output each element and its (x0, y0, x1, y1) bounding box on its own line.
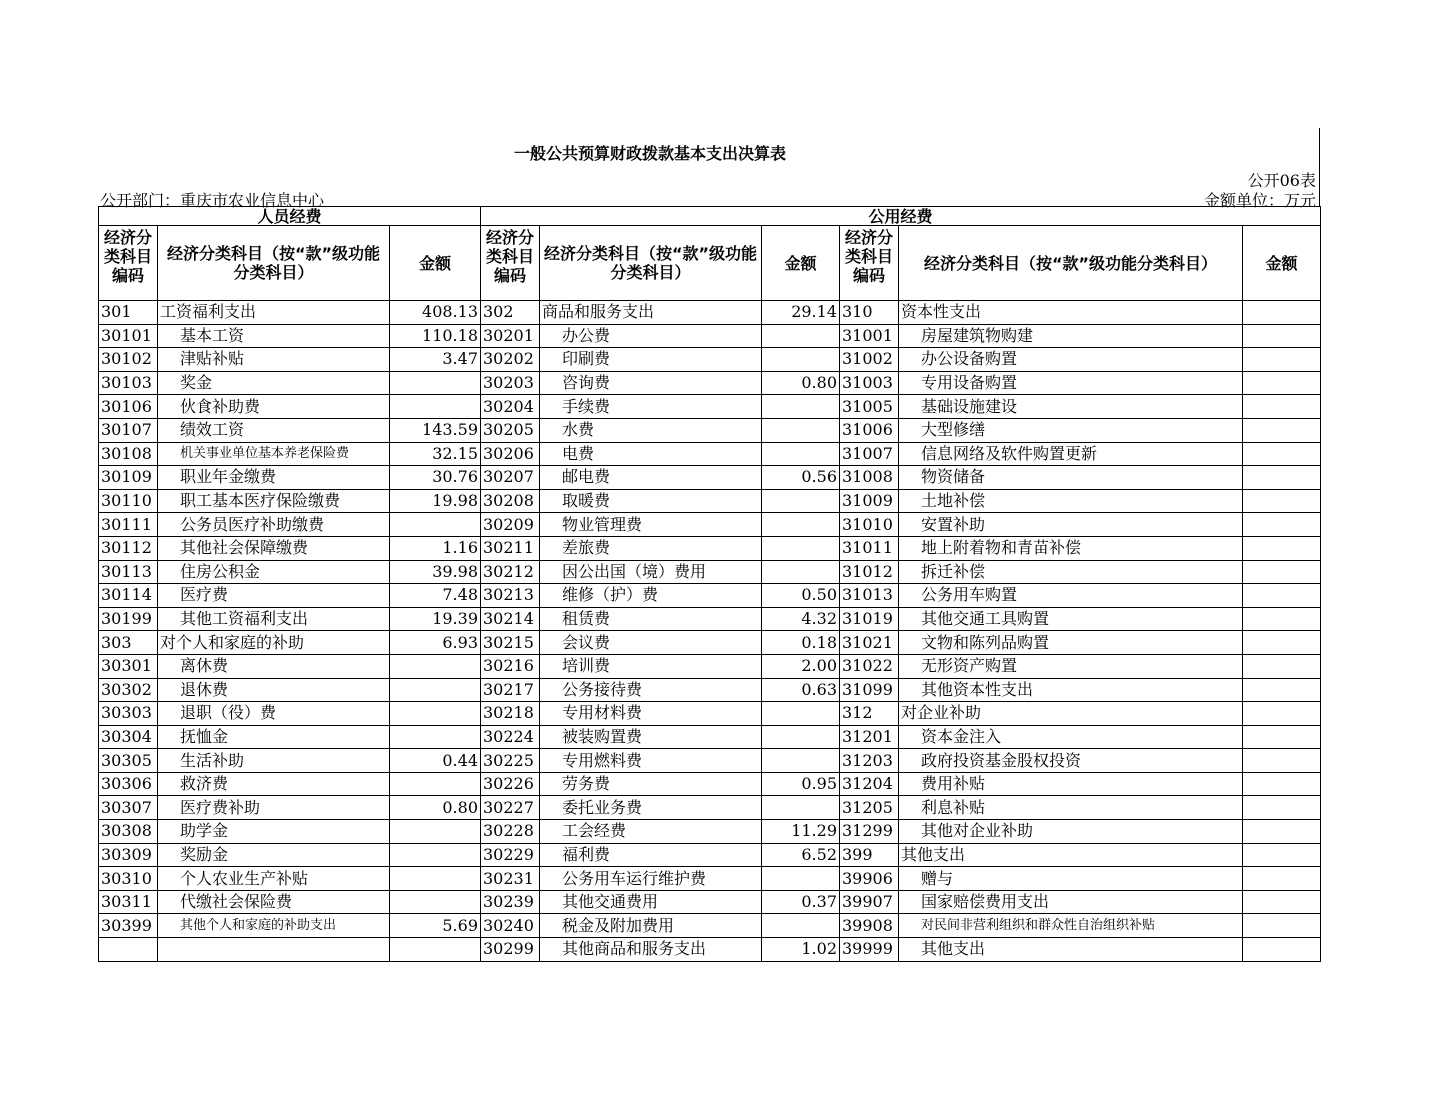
amount-cell: 0.44 (390, 749, 481, 773)
amount-cell (390, 395, 481, 419)
code-cell: 30108 (99, 442, 158, 466)
name-cell: 邮电费 (540, 466, 762, 490)
amount-cell (762, 489, 840, 513)
amount-cell (762, 749, 840, 773)
code-cell: 30208 (481, 489, 540, 513)
name-cell: 其他对企业补助 (899, 820, 1243, 844)
code-cell: 30240 (481, 914, 540, 938)
amount-cell: 32.15 (390, 442, 481, 466)
amount-cell: 2.00 (762, 654, 840, 678)
code-cell: 30112 (99, 536, 158, 560)
name-cell: 救济费 (158, 772, 390, 796)
code-cell: 30205 (481, 418, 540, 442)
section-public: 公用经费 (481, 207, 1321, 226)
name-cell: 文物和陈列品购置 (899, 631, 1243, 655)
code-cell: 30310 (99, 867, 158, 891)
table-row (99, 442, 1321, 466)
amount-cell (762, 324, 840, 348)
amount-cell (390, 702, 481, 726)
name-cell (158, 938, 390, 962)
code-cell: 30305 (99, 749, 158, 773)
code-cell: 30228 (481, 820, 540, 844)
code-cell: 30110 (99, 489, 158, 513)
code-cell: 31021 (840, 631, 899, 655)
code-cell: 30207 (481, 466, 540, 490)
code-cell: 30307 (99, 796, 158, 820)
amount-cell (1243, 820, 1321, 844)
code-cell: 30214 (481, 607, 540, 631)
name-cell: 其他商品和服务支出 (540, 938, 762, 962)
code-cell: 30109 (99, 466, 158, 490)
amount-cell (1243, 890, 1321, 914)
amount-cell (1243, 442, 1321, 466)
amount-cell (390, 867, 481, 891)
amount-cell (762, 867, 840, 891)
amount-cell (1243, 914, 1321, 938)
unit-label: 金额单位：万元 (1203, 191, 1316, 210)
header-code-3: 经济分类科目编码 (840, 226, 899, 301)
amount-cell: 6.93 (390, 631, 481, 655)
name-cell: 无形资产购置 (899, 654, 1243, 678)
name-cell: 其他社会保障缴费 (158, 536, 390, 560)
name-cell: 被装购置费 (540, 725, 762, 749)
name-cell: 利息补贴 (899, 796, 1243, 820)
amount-cell (1243, 560, 1321, 584)
code-cell: 303 (99, 631, 158, 655)
code-cell: 30211 (481, 536, 540, 560)
name-cell: 办公费 (540, 324, 762, 348)
name-cell: 其他支出 (899, 843, 1243, 867)
header-amount-2: 金额 (762, 226, 840, 301)
table-row (99, 584, 1321, 608)
code-cell: 39906 (840, 867, 899, 891)
margin-line (1319, 128, 1320, 206)
amount-cell: 143.59 (390, 418, 481, 442)
amount-cell: 0.95 (762, 772, 840, 796)
code-cell: 39907 (840, 890, 899, 914)
code-cell: 30203 (481, 371, 540, 395)
name-cell: 退休费 (158, 678, 390, 702)
code-cell: 312 (840, 702, 899, 726)
name-cell: 对个人和家庭的补助 (158, 631, 390, 655)
name-cell: 其他资本性支出 (899, 678, 1243, 702)
name-cell: 福利费 (540, 843, 762, 867)
name-cell: 职工基本医疗保险缴费 (158, 489, 390, 513)
code-cell: 31007 (840, 442, 899, 466)
name-cell: 公务用车购置 (899, 584, 1243, 608)
table-row (99, 702, 1321, 726)
code-cell: 30226 (481, 772, 540, 796)
name-cell: 专用材料费 (540, 702, 762, 726)
name-cell: 公务用车运行维护费 (540, 867, 762, 891)
code-cell: 30113 (99, 560, 158, 584)
name-cell: 退职（役）费 (158, 702, 390, 726)
code-cell: 399 (840, 843, 899, 867)
code-cell: 30306 (99, 772, 158, 796)
code-cell: 30215 (481, 631, 540, 655)
amount-cell (1243, 418, 1321, 442)
table-row (99, 631, 1321, 655)
code-cell: 31005 (840, 395, 899, 419)
amount-cell (762, 442, 840, 466)
table-row (99, 418, 1321, 442)
code-cell: 301 (99, 301, 158, 325)
code-cell: 31011 (840, 536, 899, 560)
amount-cell (390, 513, 481, 537)
amount-cell (762, 725, 840, 749)
name-cell: 公务接待费 (540, 678, 762, 702)
amount-cell (1243, 348, 1321, 372)
code-cell: 31012 (840, 560, 899, 584)
header-name-1: 经济分类科目（按“款”级功能分类科目） (158, 226, 390, 301)
amount-cell (762, 536, 840, 560)
name-cell: 水费 (540, 418, 762, 442)
amount-cell (390, 654, 481, 678)
name-cell: 电费 (540, 442, 762, 466)
amount-cell: 0.50 (762, 584, 840, 608)
name-cell: 对企业补助 (899, 702, 1243, 726)
code-cell: 31099 (840, 678, 899, 702)
code-cell: 310 (840, 301, 899, 325)
name-cell: 劳务费 (540, 772, 762, 796)
table-row (99, 890, 1321, 914)
amount-cell (1243, 725, 1321, 749)
code-cell: 30106 (99, 395, 158, 419)
page-title: 一般公共预算财政拨款基本支出决算表 (513, 144, 786, 163)
amount-cell (390, 890, 481, 914)
name-cell: 其他个人和家庭的补助支出 (158, 914, 390, 938)
code-cell: 30304 (99, 725, 158, 749)
table-row (99, 678, 1321, 702)
name-cell: 会议费 (540, 631, 762, 655)
code-cell: 30107 (99, 418, 158, 442)
amount-cell: 39.98 (390, 560, 481, 584)
name-cell: 大型修缮 (899, 418, 1243, 442)
code-cell: 31205 (840, 796, 899, 820)
table-row (99, 607, 1321, 631)
name-cell: 对民间非营利组织和群众性自治组织补贴 (899, 914, 1243, 938)
name-cell: 地上附着物和青苗补偿 (899, 536, 1243, 560)
code-cell: 31006 (840, 418, 899, 442)
code-cell: 31002 (840, 348, 899, 372)
table-row (99, 938, 1321, 962)
code-cell: 30302 (99, 678, 158, 702)
table-row (99, 466, 1321, 490)
form-number: 公开06表 (1247, 171, 1316, 190)
amount-cell: 1.02 (762, 938, 840, 962)
name-cell: 维修（护）费 (540, 584, 762, 608)
code-cell: 30216 (481, 654, 540, 678)
name-cell: 伙食补助费 (158, 395, 390, 419)
name-cell: 绩效工资 (158, 418, 390, 442)
name-cell: 其他工资福利支出 (158, 607, 390, 631)
table-row (99, 371, 1321, 395)
amount-cell (1243, 938, 1321, 962)
amount-cell (762, 702, 840, 726)
amount-cell (1243, 513, 1321, 537)
name-cell: 医疗费补助 (158, 796, 390, 820)
table-row (99, 560, 1321, 584)
table-row (99, 536, 1321, 560)
amount-cell (1243, 536, 1321, 560)
amount-cell: 1.16 (390, 536, 481, 560)
name-cell: 奖金 (158, 371, 390, 395)
table-row (99, 489, 1321, 513)
amount-cell (1243, 324, 1321, 348)
amount-cell: 0.63 (762, 678, 840, 702)
amount-cell: 0.80 (390, 796, 481, 820)
amount-cell: 6.52 (762, 843, 840, 867)
code-cell: 30204 (481, 395, 540, 419)
table-row (99, 796, 1321, 820)
name-cell: 机关事业单位基本养老保险费 (158, 442, 390, 466)
name-cell: 职业年金缴费 (158, 466, 390, 490)
code-cell: 31299 (840, 820, 899, 844)
name-cell: 其他交通费用 (540, 890, 762, 914)
name-cell: 手续费 (540, 395, 762, 419)
amount-cell: 11.29 (762, 820, 840, 844)
name-cell: 印刷费 (540, 348, 762, 372)
header-code-1: 经济分类科目编码 (99, 226, 158, 301)
amount-cell (762, 513, 840, 537)
amount-cell (1243, 631, 1321, 655)
code-cell (99, 938, 158, 962)
table-row (99, 348, 1321, 372)
amount-cell (390, 725, 481, 749)
name-cell: 其他交通工具购置 (899, 607, 1243, 631)
amount-cell (762, 796, 840, 820)
code-cell: 30227 (481, 796, 540, 820)
amount-cell: 30.76 (390, 466, 481, 490)
name-cell: 医疗费 (158, 584, 390, 608)
name-cell: 个人农业生产补贴 (158, 867, 390, 891)
amount-cell: 19.98 (390, 489, 481, 513)
code-cell: 31022 (840, 654, 899, 678)
name-cell: 培训费 (540, 654, 762, 678)
table-row (99, 867, 1321, 891)
table-row (99, 843, 1321, 867)
code-cell: 30239 (481, 890, 540, 914)
code-cell: 30309 (99, 843, 158, 867)
code-cell: 30201 (481, 324, 540, 348)
table-row (99, 654, 1321, 678)
name-cell: 津贴补贴 (158, 348, 390, 372)
code-cell: 30206 (481, 442, 540, 466)
amount-cell (1243, 702, 1321, 726)
code-cell: 30399 (99, 914, 158, 938)
amount-cell (1243, 772, 1321, 796)
code-cell: 31019 (840, 607, 899, 631)
code-cell: 30299 (481, 938, 540, 962)
amount-cell: 0.56 (762, 466, 840, 490)
name-cell: 基本工资 (158, 324, 390, 348)
name-cell: 其他支出 (899, 938, 1243, 962)
code-cell: 30301 (99, 654, 158, 678)
table-row (99, 772, 1321, 796)
amount-cell (1243, 584, 1321, 608)
amount-cell (390, 772, 481, 796)
code-cell: 31001 (840, 324, 899, 348)
name-cell: 咨询费 (540, 371, 762, 395)
code-cell: 31008 (840, 466, 899, 490)
name-cell: 工资福利支出 (158, 301, 390, 325)
amount-cell (390, 371, 481, 395)
amount-cell (762, 914, 840, 938)
name-cell: 赠与 (899, 867, 1243, 891)
expenditure-table (98, 206, 1321, 962)
code-cell: 31201 (840, 725, 899, 749)
name-cell: 安置补助 (899, 513, 1243, 537)
code-cell: 30224 (481, 725, 540, 749)
amount-cell: 5.69 (390, 914, 481, 938)
table-row (99, 324, 1321, 348)
name-cell: 奖励金 (158, 843, 390, 867)
name-cell: 委托业务费 (540, 796, 762, 820)
code-cell: 30102 (99, 348, 158, 372)
amount-cell: 19.39 (390, 607, 481, 631)
table-row (99, 914, 1321, 938)
code-cell: 30213 (481, 584, 540, 608)
amount-cell (1243, 371, 1321, 395)
amount-cell: 0.37 (762, 890, 840, 914)
code-cell: 30202 (481, 348, 540, 372)
code-cell: 302 (481, 301, 540, 325)
table-row (99, 749, 1321, 773)
name-cell: 税金及附加费用 (540, 914, 762, 938)
name-cell: 取暖费 (540, 489, 762, 513)
name-cell: 资本性支出 (899, 301, 1243, 325)
amount-cell (1243, 749, 1321, 773)
amount-cell: 3.47 (390, 348, 481, 372)
code-cell: 30103 (99, 371, 158, 395)
amount-cell (1243, 843, 1321, 867)
name-cell: 信息网络及软件购置更新 (899, 442, 1243, 466)
amount-cell (390, 678, 481, 702)
code-cell: 30199 (99, 607, 158, 631)
amount-cell (1243, 867, 1321, 891)
code-cell: 30212 (481, 560, 540, 584)
amount-cell (762, 560, 840, 584)
name-cell: 基础设施建设 (899, 395, 1243, 419)
table-row (99, 395, 1321, 419)
amount-cell (1243, 466, 1321, 490)
table-row (99, 725, 1321, 749)
code-cell: 31003 (840, 371, 899, 395)
amount-cell: 110.18 (390, 324, 481, 348)
code-cell: 31204 (840, 772, 899, 796)
name-cell: 土地补偿 (899, 489, 1243, 513)
amount-cell (390, 820, 481, 844)
name-cell: 商品和服务支出 (540, 301, 762, 325)
amount-cell: 7.48 (390, 584, 481, 608)
name-cell: 物资储备 (899, 466, 1243, 490)
header-amount-3: 金额 (1243, 226, 1321, 301)
amount-cell (1243, 395, 1321, 419)
header-name-3: 经济分类科目（按“款”级功能分类科目） (899, 226, 1243, 301)
header-amount-1: 金额 (390, 226, 481, 301)
amount-cell (762, 348, 840, 372)
amount-cell: 0.18 (762, 631, 840, 655)
amount-cell (1243, 654, 1321, 678)
amount-cell (1243, 678, 1321, 702)
amount-cell (1243, 301, 1321, 325)
code-cell: 30217 (481, 678, 540, 702)
amount-cell (1243, 489, 1321, 513)
amount-cell: 0.80 (762, 371, 840, 395)
table-row (99, 513, 1321, 537)
name-cell: 物业管理费 (540, 513, 762, 537)
code-cell: 30229 (481, 843, 540, 867)
table-row (99, 820, 1321, 844)
code-cell: 30114 (99, 584, 158, 608)
name-cell: 专用燃料费 (540, 749, 762, 773)
name-cell: 房屋建筑物购建 (899, 324, 1243, 348)
table-row (99, 301, 1321, 325)
header-name-2: 经济分类科目（按“款”级功能分类科目） (540, 226, 762, 301)
department-label: 公开部门：重庆市农业信息中心 (100, 191, 325, 210)
code-cell: 30303 (99, 702, 158, 726)
code-cell: 30231 (481, 867, 540, 891)
code-cell: 31203 (840, 749, 899, 773)
code-cell: 31009 (840, 489, 899, 513)
name-cell: 因公出国（境）费用 (540, 560, 762, 584)
amount-cell: 4.32 (762, 607, 840, 631)
name-cell: 拆迁补偿 (899, 560, 1243, 584)
amount-cell: 408.13 (390, 301, 481, 325)
code-cell: 30101 (99, 324, 158, 348)
name-cell: 费用补贴 (899, 772, 1243, 796)
amount-cell (762, 418, 840, 442)
code-cell: 30311 (99, 890, 158, 914)
amount-cell (390, 843, 481, 867)
amount-cell (1243, 607, 1321, 631)
code-cell: 39999 (840, 938, 899, 962)
code-cell: 30218 (481, 702, 540, 726)
amount-cell: 29.14 (762, 301, 840, 325)
name-cell: 工会经费 (540, 820, 762, 844)
code-cell: 31010 (840, 513, 899, 537)
amount-cell (1243, 796, 1321, 820)
section-personnel: 人员经费 (99, 207, 481, 226)
name-cell: 住房公积金 (158, 560, 390, 584)
name-cell: 专用设备购置 (899, 371, 1243, 395)
name-cell: 差旅费 (540, 536, 762, 560)
code-cell: 30225 (481, 749, 540, 773)
header-code-2: 经济分类科目编码 (481, 226, 540, 301)
name-cell: 租赁费 (540, 607, 762, 631)
name-cell: 抚恤金 (158, 725, 390, 749)
code-cell: 30209 (481, 513, 540, 537)
name-cell: 离休费 (158, 654, 390, 678)
name-cell: 公务员医疗补助缴费 (158, 513, 390, 537)
name-cell: 办公设备购置 (899, 348, 1243, 372)
code-cell: 30111 (99, 513, 158, 537)
name-cell: 国家赔偿费用支出 (899, 890, 1243, 914)
name-cell: 资本金注入 (899, 725, 1243, 749)
code-cell: 30308 (99, 820, 158, 844)
name-cell: 生活补助 (158, 749, 390, 773)
amount-cell (390, 938, 481, 962)
code-cell: 31013 (840, 584, 899, 608)
name-cell: 政府投资基金股权投资 (899, 749, 1243, 773)
code-cell: 39908 (840, 914, 899, 938)
name-cell: 助学金 (158, 820, 390, 844)
amount-cell (762, 395, 840, 419)
name-cell: 代缴社会保险费 (158, 890, 390, 914)
